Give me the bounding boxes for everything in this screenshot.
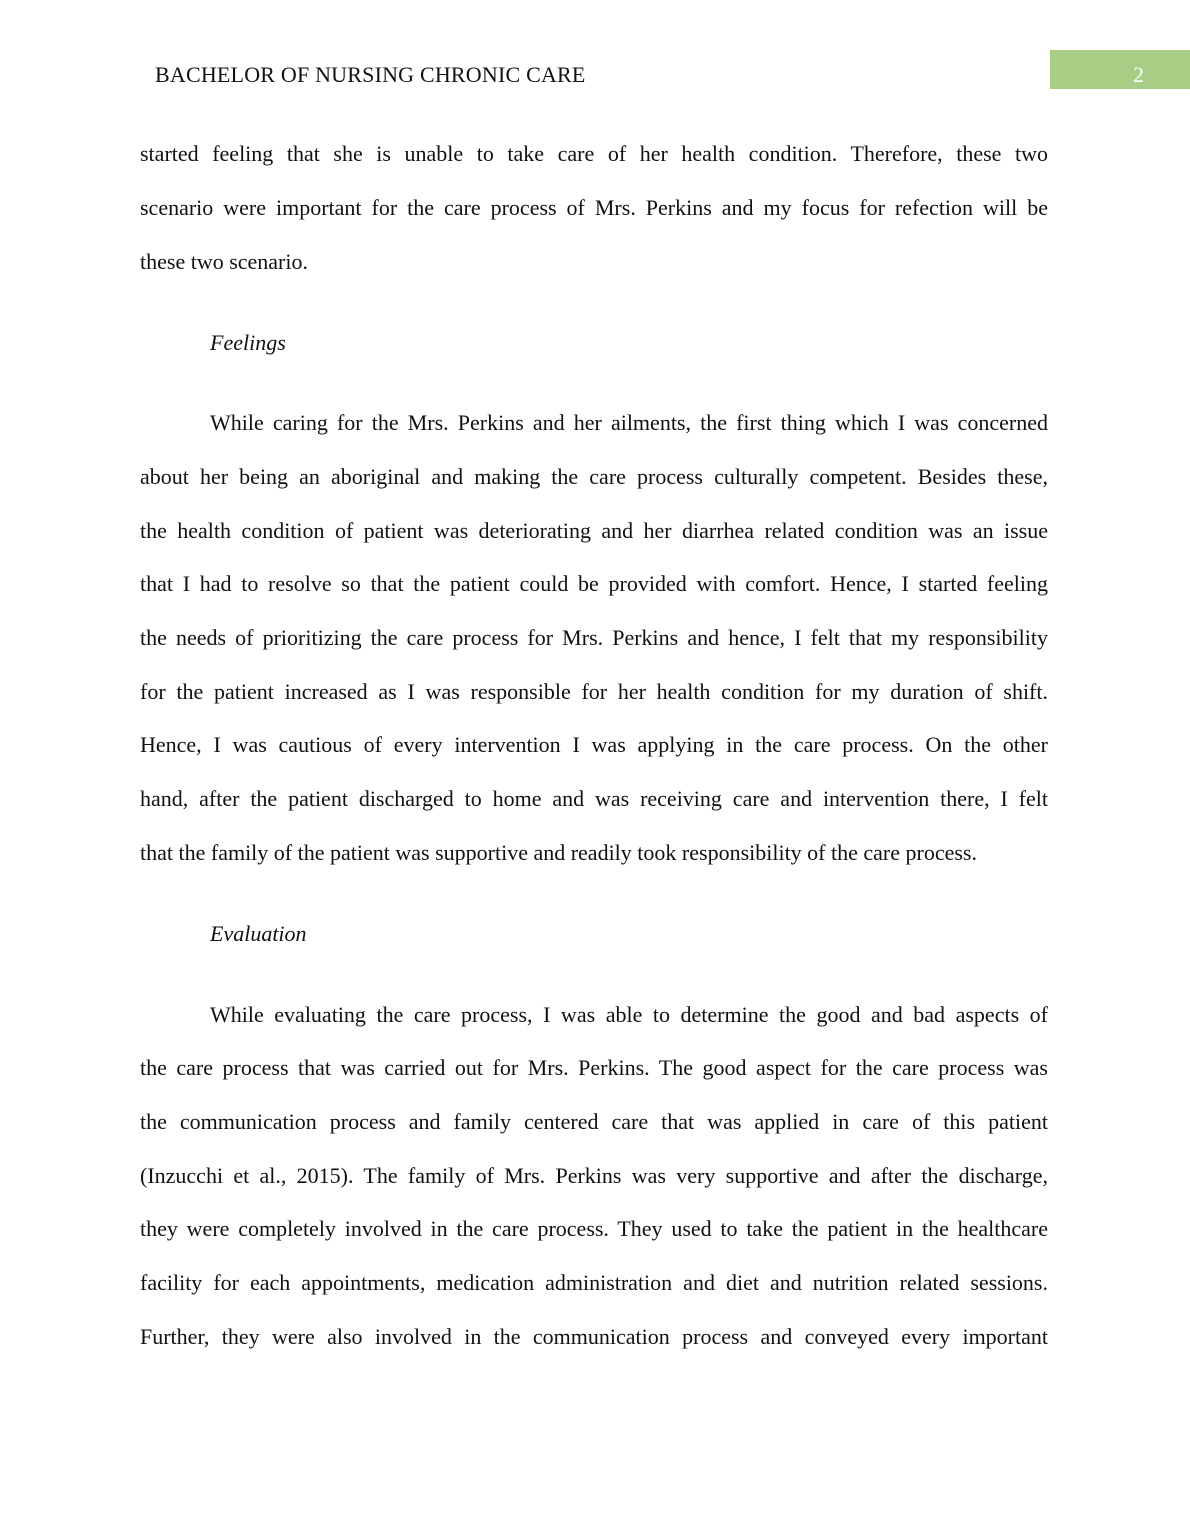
running-head: BACHELOR OF NURSING CHRONIC CARE bbox=[155, 62, 586, 87]
feelings-line-9: that the family of the patient was supportive and readily took responsibility of the care process. bbox=[140, 840, 977, 865]
feelings-line-3: the health condition of patient was deteriorating and her diarrhea related condition was an issue bbox=[140, 518, 1048, 543]
evaluation-line-6: facility for each appointments, medication administration and diet and nutrition related sessions. bbox=[140, 1270, 1048, 1295]
evaluation-line-3: the communication process and family centered care that was applied in care of this patient bbox=[140, 1109, 1048, 1134]
intro-line-2: scenario were important for the care process of Mrs. Perkins and my focus for refection will be bbox=[140, 195, 1048, 220]
feelings-line-5: the needs of prioritizing the care process for Mrs. Perkins and hence, I felt that my responsibility bbox=[140, 625, 1048, 650]
feelings-line-4: that I had to resolve so that the patient could be provided with comfort. Hence, I started feeling bbox=[140, 571, 1048, 596]
page-number-badge bbox=[1050, 50, 1190, 89]
feelings-heading: Feelings bbox=[210, 330, 286, 355]
feelings-line-1: While caring for the Mrs. Perkins and her ailments, the first thing which I was concerned bbox=[210, 410, 1048, 435]
intro-line-1: started feeling that she is unable to take care of her health condition. Therefore, these two bbox=[140, 141, 1048, 166]
feelings-line-7: Hence, I was cautious of every intervention I was applying in the care process. On the other bbox=[140, 732, 1048, 757]
feelings-line-6: for the patient increased as I was responsible for her health condition for my duration of shift. bbox=[140, 679, 1048, 704]
feelings-line-2: about her being an aboriginal and making the care process culturally competent. Besides these, bbox=[140, 464, 1048, 489]
intro-line-3: these two scenario. bbox=[140, 249, 308, 274]
evaluation-line-1: While evaluating the care process, I was able to determine the good and bad aspects of bbox=[210, 1002, 1048, 1027]
evaluation-line-5: they were completely involved in the care process. They used to take the patient in the healthcare bbox=[140, 1216, 1048, 1241]
evaluation-line-7: Further, they were also involved in the communication process and conveyed every important bbox=[140, 1324, 1048, 1349]
evaluation-line-4: (Inzucchi et al., 2015). The family of Mrs. Perkins was very supportive and after the discharge, bbox=[140, 1163, 1048, 1188]
page-number: 2 bbox=[1133, 62, 1144, 87]
feelings-line-8: hand, after the patient discharged to home and was receiving care and intervention there, I felt bbox=[140, 786, 1048, 811]
evaluation-heading: Evaluation bbox=[210, 921, 307, 946]
evaluation-line-2: the care process that was carried out for Mrs. Perkins. The good aspect for the care process was bbox=[140, 1055, 1048, 1080]
